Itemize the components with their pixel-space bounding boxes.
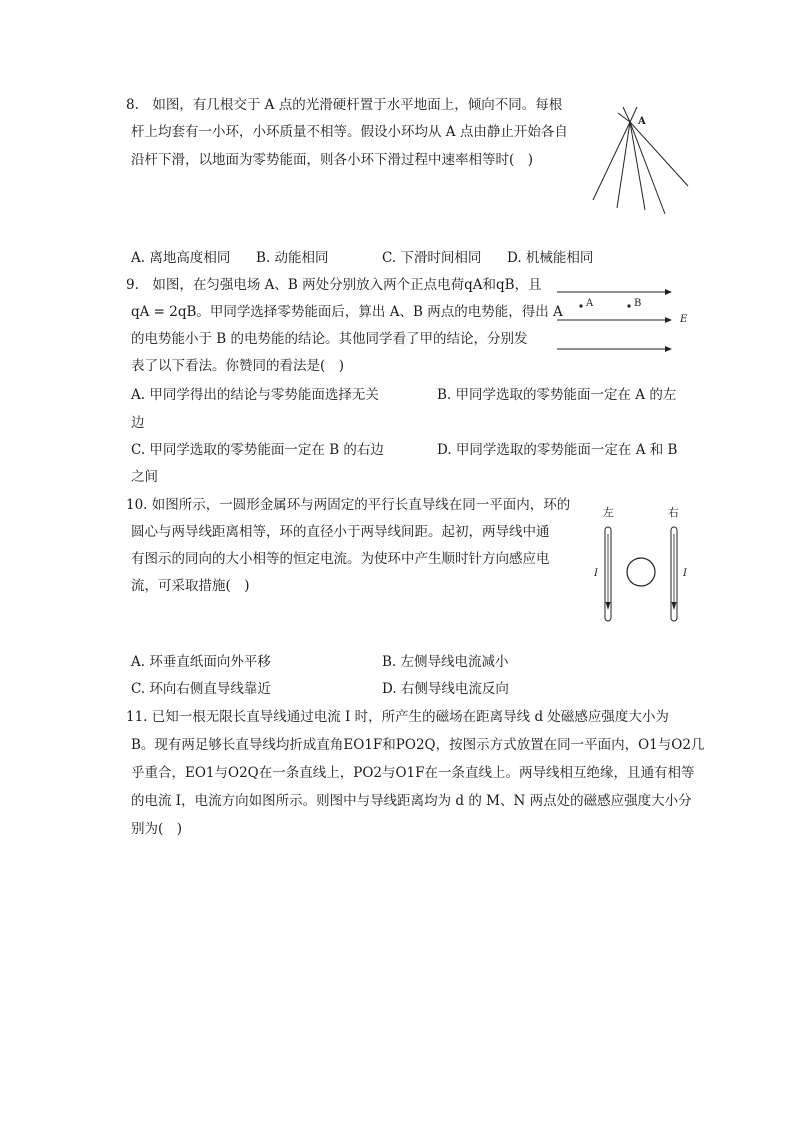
q9-label-e: E (680, 314, 688, 325)
q9-field-diagram (555, 282, 695, 358)
q10-right-label: 右 (668, 506, 679, 519)
q11-line-2: B。现有两足够长直导线均折成直角EO1F和PO2Q，按图示方式放置在同一平面内，O1与O2几 (131, 737, 705, 753)
q8-option-c: C. 下滑时间相同 (382, 250, 482, 266)
q10-line-3: 有图示的同向的大小相等的恒定电流。为使环中产生顺时针方向感应电 (131, 551, 550, 567)
q10-option-a: A. 环垂直纸面向外平移 (131, 654, 271, 670)
q9-point-a (579, 304, 582, 307)
q9-label-a: A (586, 298, 594, 309)
q8-line-1: 8. 如图，有几根交于 A 点的光滑硬杆置于水平地面上，倾向不同。每根 (126, 97, 563, 113)
q9-option-b-wrap: 边 (131, 415, 145, 431)
q10-line-4: 流，可采取措施( ) (131, 578, 250, 594)
q9-option-d-wrap: 之间 (131, 469, 158, 485)
q9-option-d: D. 甲同学选取的零势能面一定在 A 和 B (437, 442, 678, 458)
q8-point-a-label: A (638, 116, 646, 127)
q10-metal-ring (627, 558, 655, 586)
q8-rods-diagram (588, 104, 694, 220)
q10-current-left: I (594, 568, 598, 579)
q9-figure-field (555, 282, 695, 358)
q10-line-2: 圆心与两导线距离相等，环的直径小于两导线间距。起初，两导线中通 (131, 524, 550, 540)
q10-line-1: 10. 如图所示，一圆形金属环与两固定的平行长直导线在同一平面内，环的 (126, 497, 571, 513)
q9-option-c: C. 甲同学选取的零势能面一定在 B 的右边 (131, 442, 384, 458)
q11-line-1: 11. 已知一根无限长直导线通过电流 I 时，所产生的磁场在距离导线 d 处磁感应强度大小为 (126, 709, 669, 725)
q9-point-b (627, 304, 630, 307)
q10-option-b: B. 左侧导线电流减小 (382, 654, 509, 670)
q9-line-1: 9. 如图，在匀强电场 A、B 两处分别放入两个正点电荷qA和qB，且 (126, 277, 542, 293)
q11-line-3: 乎重合，EO1与O2Q在一条直线上，PO2与O1F在一条直线上。两导线相互绝缘，且通有相等 (131, 765, 695, 781)
q9-label-b: B (634, 298, 642, 309)
q8-option-b: B. 动能相同 (256, 250, 329, 266)
q10-option-d: D. 右侧导线电流反向 (382, 681, 509, 697)
q9-line-3: 的电势能小于 B 的电势能的结论。其他同学看了甲的结论，分别发 (131, 331, 528, 347)
q10-current-right: I (683, 568, 687, 579)
q8-line-3: 沿杆下滑，以地面为零势能面，则各小环下滑过程中速率相等时( ) (131, 152, 534, 168)
q10-wires-diagram (588, 502, 698, 624)
q8-line-2: 杆上均套有一小环，小环质量不相等。假设小环均从 A 点由静止开始各自 (131, 124, 568, 140)
q11-line-4: 的电流 I，电流方向如图所示。则图中与导线距离均为 d 的 M、N 两点处的磁感应强度大小分 (131, 793, 692, 809)
q10-left-label: 左 (603, 506, 614, 519)
q9-line-4: 表了以下看法。你赞同的看法是( ) (131, 358, 345, 374)
q10-figure-wires (588, 502, 698, 624)
q8-figure-rods (588, 104, 694, 220)
q10-option-c: C. 环向右侧直导线靠近 (131, 681, 271, 697)
q9-option-b: B. 甲同学选取的零势能面一定在 A 的左 (437, 387, 677, 403)
q11-line-5: 别为( ) (131, 821, 183, 837)
q9-line-2: qA = 2qB。甲同学选择零势能面后，算出 A、B 两点的电势能，得出 A (131, 304, 563, 320)
q8-option-d: D. 机械能相同 (507, 250, 594, 266)
q9-option-a: A. 甲同学得出的结论与零势能面选择无关 (131, 387, 379, 403)
q8-option-a: A. 离地高度相同 (131, 250, 231, 266)
